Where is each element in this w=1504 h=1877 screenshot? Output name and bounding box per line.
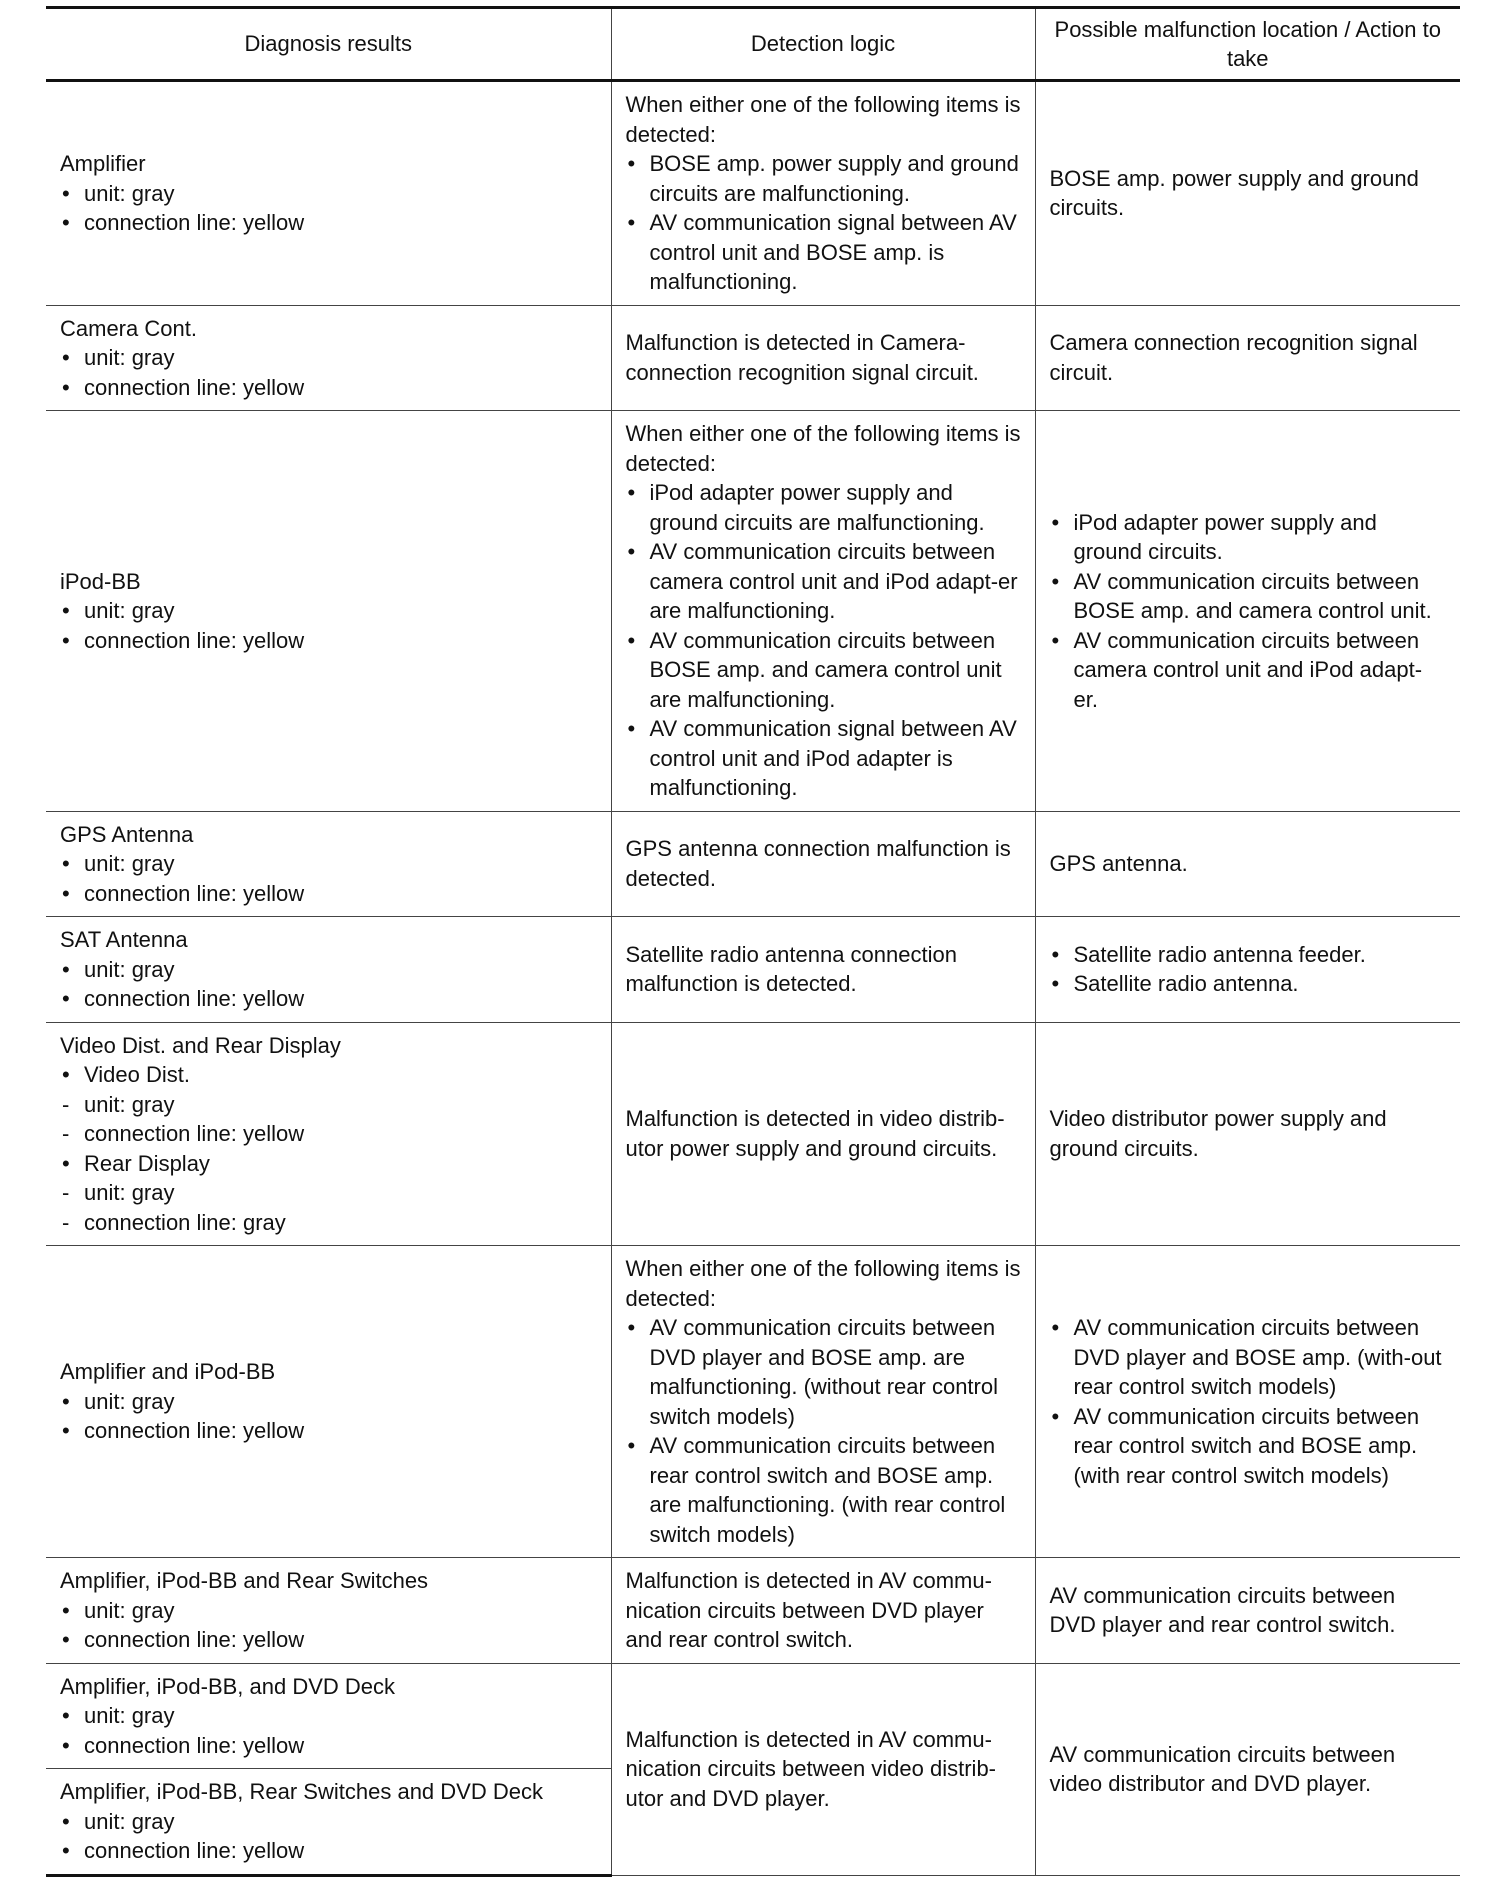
logic-text: Malfunction is detected in video distrib-utor power supply and ground circuits. xyxy=(625,1106,1005,1161)
diagnosis-cell xyxy=(46,1663,611,1769)
row-title: Amplifier xyxy=(60,151,146,176)
unit-color: • unit: gray xyxy=(60,1387,597,1417)
connection-line-color: • connection line: yellow xyxy=(60,208,597,238)
logic-item: • iPod adapter power supply and ground circuits are malfunctioning. xyxy=(626,478,1021,537)
row-title: Camera Cont. xyxy=(60,315,197,341)
unit-color: • unit: gray xyxy=(60,955,597,985)
logic-item: • AV communication circuits between DVD player and BOSE amp. are malfunctioning. (without rear control switch models) xyxy=(626,1313,1021,1431)
location-text: AV communication circuits between DVD player and rear control switch. xyxy=(1049,1582,1396,1638)
detection-logic-cell xyxy=(611,1663,1035,1875)
location-text: Video distributor power supply and ground circuits. xyxy=(1049,1106,1387,1161)
location-item: • AV communication circuits between BOSE amp. and camera control unit. xyxy=(1050,567,1447,626)
location-item: • AV communication circuits between DVD player and BOSE amp. (with-out rear control switch models) xyxy=(1050,1313,1447,1402)
location-cell xyxy=(1035,411,1460,812)
logic-item: • AV communication circuits between camera control unit and iPod adapt-er are malfunctioning. xyxy=(626,537,1021,626)
logic-text: Malfunction is detected in AV commu-nication circuits between DVD player and rear control switch. xyxy=(625,1568,992,1652)
sub-item-rear-display: • Rear Display xyxy=(60,1149,597,1179)
row-title: Video Dist. and Rear Display xyxy=(60,1032,341,1058)
connection-line-color: • connection line: yellow xyxy=(60,1625,597,1655)
logic-intro: When either one of the following items is detected: xyxy=(625,1256,1021,1311)
location-item: • AV communication circuits between rear control switch and BOSE amp. (with rear control switch models) xyxy=(1050,1402,1447,1491)
connection-line-color: • connection line: yellow xyxy=(60,626,597,656)
location-cell xyxy=(1035,1022,1460,1246)
row-title: SAT Antenna xyxy=(60,927,188,952)
connection-line-color: • connection line: yellow xyxy=(60,1731,597,1761)
location-item: • AV communication circuits between camera control unit and iPod adapt-er. xyxy=(1050,626,1447,715)
logic-item: • BOSE amp. power supply and ground circuits are malfunctioning. xyxy=(626,149,1021,208)
table-row xyxy=(46,81,1460,306)
location-item: • iPod adapter power supply and ground circuits. xyxy=(1050,508,1447,567)
row-title: Amplifier, iPod-BB, and DVD Deck xyxy=(60,1673,396,1699)
location-text: GPS antenna. xyxy=(1049,851,1188,876)
table-row xyxy=(46,811,1460,917)
diagnosis-cell xyxy=(46,811,611,917)
unit-color: • unit: gray xyxy=(60,849,597,879)
table-row xyxy=(46,917,1460,1023)
logic-intro: When either one of the following items is detected: xyxy=(625,421,1021,476)
connection-line-color: - connection line: gray xyxy=(60,1208,597,1238)
unit-color: • unit: gray xyxy=(60,343,597,373)
detection-logic-cell xyxy=(611,917,1035,1023)
diagnosis-cell xyxy=(46,81,611,306)
connection-line-color: - connection line: yellow xyxy=(60,1119,597,1149)
connection-line-color: • connection line: yellow xyxy=(60,373,597,403)
logic-item: • AV communication signal between AV control unit and iPod adapter is malfunctioning. xyxy=(626,714,1021,803)
diagnosis-cell xyxy=(46,1246,611,1558)
location-cell xyxy=(1035,811,1460,917)
location-text: AV communication circuits between video distributor and DVD player. xyxy=(1049,1741,1396,1796)
diagnosis-cell xyxy=(46,917,611,1023)
diagnosis-table xyxy=(46,6,1460,1877)
detection-logic-cell xyxy=(611,1558,1035,1664)
location-text: BOSE amp. power supply and ground circuits. xyxy=(1049,165,1419,221)
diagnosis-cell xyxy=(46,411,611,812)
detection-logic-cell xyxy=(611,305,1035,411)
diagnosis-cell xyxy=(46,1769,611,1876)
logic-item: • AV communication signal between AV control unit and BOSE amp. is malfunctioning. xyxy=(626,208,1021,297)
unit-color: • unit: gray xyxy=(60,179,597,209)
header-malfunction-location: Possible malfunction location / Action to take xyxy=(1035,8,1460,81)
location-cell xyxy=(1035,1558,1460,1664)
diagnosis-cell xyxy=(46,1558,611,1664)
detection-logic-cell xyxy=(611,411,1035,812)
location-cell xyxy=(1035,305,1460,411)
location-cell xyxy=(1035,1663,1460,1875)
row-title: iPod-BB xyxy=(60,568,141,594)
connection-line-color: • connection line: yellow xyxy=(60,1416,597,1446)
detection-logic-cell xyxy=(611,1022,1035,1246)
logic-text: Satellite radio antenna connection malfunction is detected. xyxy=(625,941,957,997)
detection-logic-cell xyxy=(611,81,1035,306)
header-row xyxy=(46,8,1460,81)
connection-line-color: • connection line: yellow xyxy=(60,984,597,1014)
unit-color: • unit: gray xyxy=(60,1596,597,1626)
logic-text: GPS antenna connection malfunction is detected. xyxy=(625,836,1011,891)
unit-color: • unit: gray xyxy=(60,1701,597,1731)
unit-color: • unit: gray xyxy=(60,596,597,626)
diagnosis-cell xyxy=(46,305,611,411)
unit-color: - unit: gray xyxy=(60,1178,597,1208)
location-cell xyxy=(1035,81,1460,306)
detection-logic-cell xyxy=(611,811,1035,917)
table-row xyxy=(46,1663,1460,1769)
header-diagnosis-results: Diagnosis results xyxy=(46,8,611,81)
row-title: Amplifier, iPod-BB and Rear Switches xyxy=(60,1568,429,1593)
row-title: Amplifier and iPod-BB xyxy=(60,1359,276,1385)
location-cell xyxy=(1035,1246,1460,1558)
table-row xyxy=(46,411,1460,812)
unit-color: - unit: gray xyxy=(60,1090,597,1120)
table-row xyxy=(46,305,1460,411)
diagnosis-cell xyxy=(46,1022,611,1246)
connection-line-color: • connection line: yellow xyxy=(60,879,597,909)
row-title: Amplifier, iPod-BB, Rear Switches and DVD Deck xyxy=(60,1779,543,1804)
location-text: Camera connection recognition signal circuit. xyxy=(1049,330,1418,385)
connection-line-color: • connection line: yellow xyxy=(60,1836,597,1866)
unit-color: • unit: gray xyxy=(60,1807,597,1837)
detection-logic-cell xyxy=(611,1246,1035,1558)
logic-text: Malfunction is detected in AV commu-nication circuits between video distrib-utor and DVD player. xyxy=(625,1726,997,1811)
sub-item-video-dist: • Video Dist. xyxy=(60,1060,597,1090)
location-cell xyxy=(1035,917,1460,1023)
header-detection-logic: Detection logic xyxy=(611,8,1035,81)
logic-text: Malfunction is detected in Camera-connection recognition signal circuit. xyxy=(625,330,979,385)
table-row xyxy=(46,1558,1460,1664)
logic-item: • AV communication circuits between rear control switch and BOSE amp. are malfunctioning. (with rear control switch models) xyxy=(626,1431,1021,1549)
location-item: • Satellite radio antenna feeder. xyxy=(1050,940,1447,970)
table-row xyxy=(46,1246,1460,1558)
row-title: GPS Antenna xyxy=(60,821,194,847)
logic-intro: When either one of the following items is detected: xyxy=(625,92,1021,147)
logic-item: • AV communication circuits between BOSE amp. and camera control unit are malfunctioning. xyxy=(626,626,1021,715)
table-row xyxy=(46,1022,1460,1246)
location-item: • Satellite radio antenna. xyxy=(1050,969,1447,999)
